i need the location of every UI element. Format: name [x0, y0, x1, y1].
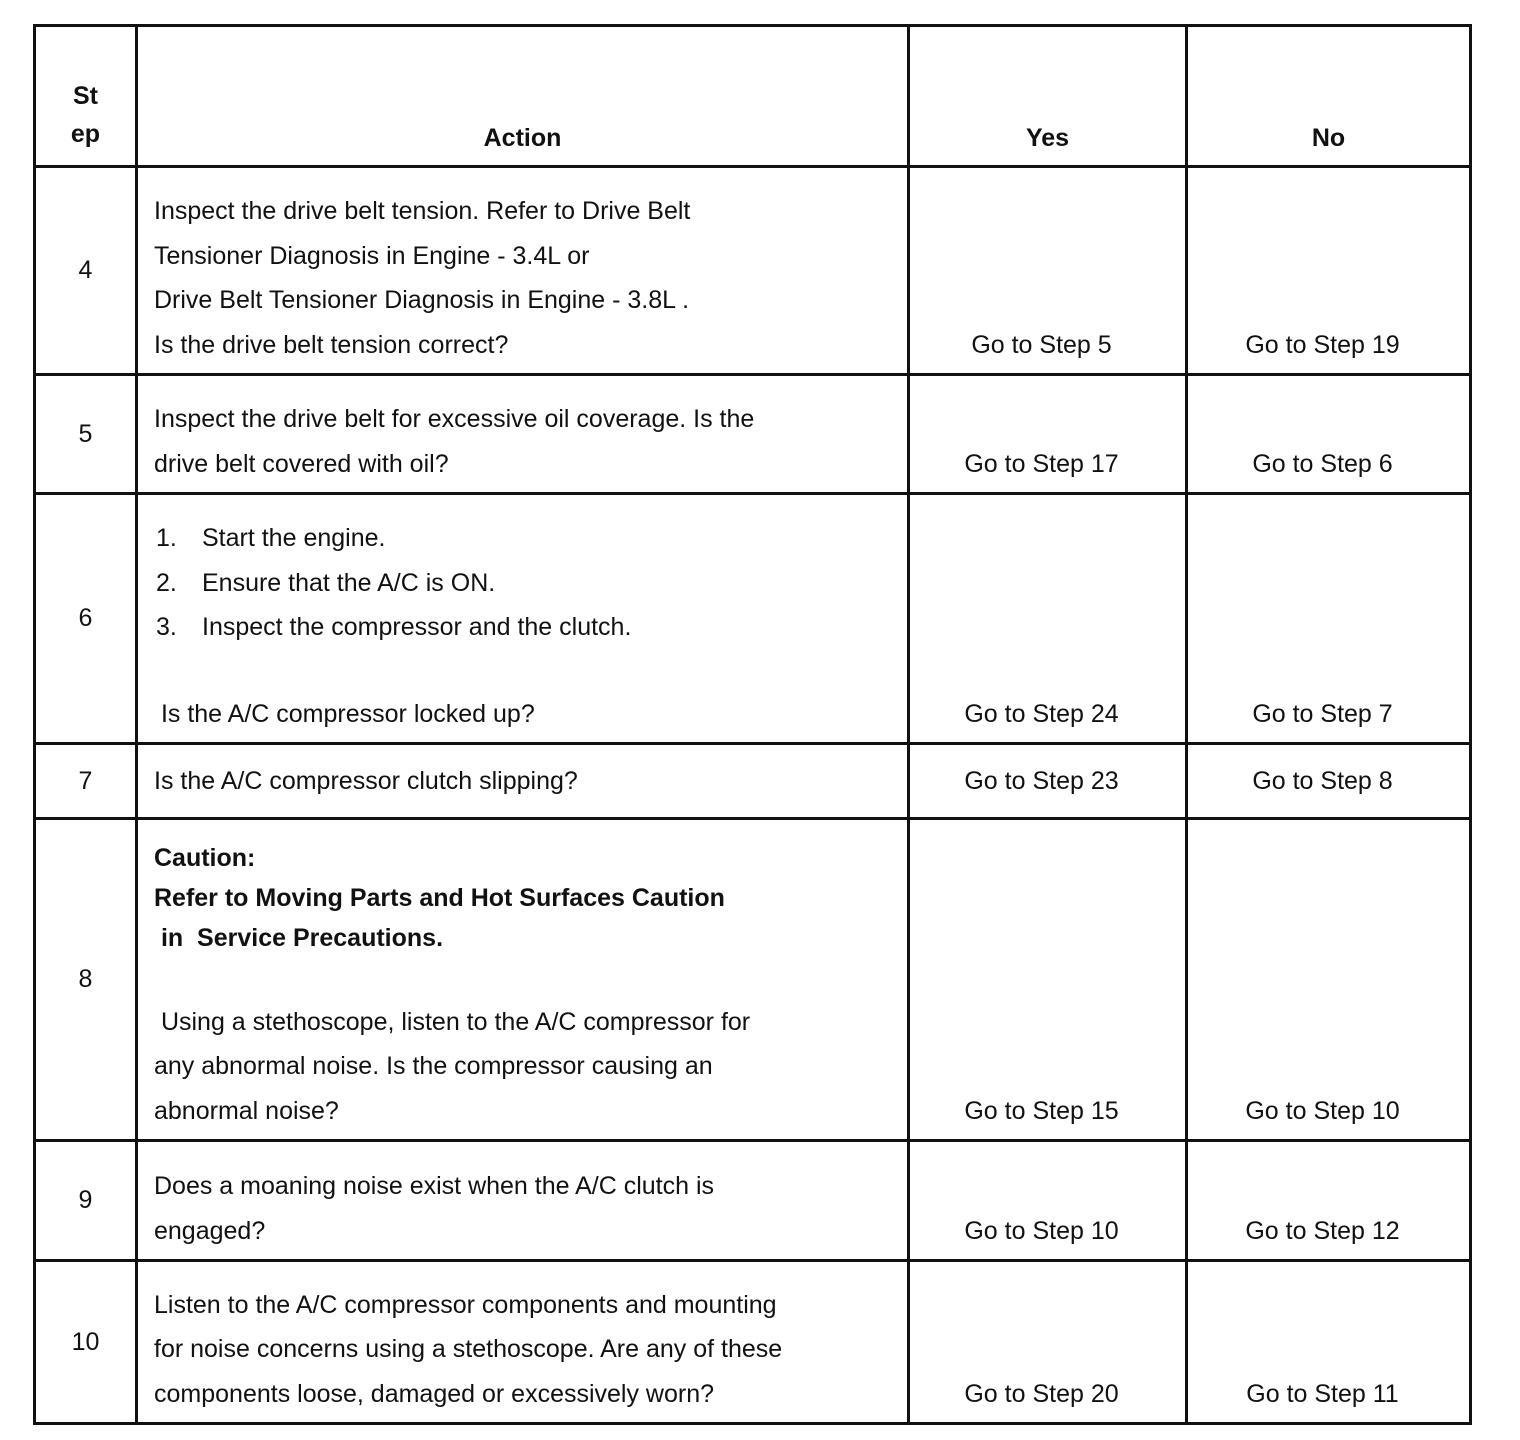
list-number: 3. [156, 613, 177, 641]
table-row [35, 1261, 1471, 1424]
action-cell [137, 744, 909, 819]
action-line: Listen to the A/C compressor components and mounting [154, 1290, 777, 1319]
action-line: engaged? [154, 1216, 266, 1245]
step-number: 7 [35, 744, 137, 819]
no-cell: Go to Step 12 [1187, 1141, 1471, 1261]
action-line: Is the drive belt tension correct? [154, 330, 509, 359]
list-text: Ensure that the A/C is ON. [202, 568, 496, 597]
action-cell [137, 1261, 909, 1424]
table-row [35, 819, 1471, 1141]
yes-cell: Go to Step 15 [909, 819, 1187, 1141]
table-row [35, 744, 1471, 819]
action-line: Inspect the drive belt tension. Refer to Drive Belt [154, 197, 691, 225]
table-row [35, 1141, 1471, 1261]
action-cell [137, 1141, 909, 1261]
action-line: Drive Belt Tensioner Diagnosis in Engine - 3.8L . [154, 286, 690, 314]
action-line: abnormal noise? [154, 1096, 339, 1125]
step-number: 4 [35, 167, 137, 375]
step-number: 9 [35, 1141, 137, 1261]
list-number: 2. [156, 568, 177, 597]
header-row [35, 26, 1471, 167]
table-row [35, 494, 1471, 744]
table-row [35, 167, 1471, 375]
action-line: components loose, damaged or excessively worn? [154, 1379, 715, 1408]
list-text: Inspect the compressor and the clutch. [202, 613, 632, 641]
yes-cell: Go to Step 24 [909, 494, 1187, 744]
list-item [154, 605, 867, 650]
yes-cell: Go to Step 20 [909, 1261, 1187, 1424]
list-item [154, 561, 867, 606]
list-item [154, 516, 867, 561]
action-line: drive belt covered with oil? [154, 449, 449, 478]
caution-line: Refer to Moving Parts and Hot Surfaces Caution [154, 883, 725, 912]
action-cell [137, 167, 909, 375]
step-number: 6 [35, 494, 137, 744]
header-step [35, 26, 137, 167]
step-number: 10 [35, 1261, 137, 1424]
no-cell: Go to Step 7 [1187, 494, 1471, 744]
header-step-text: St ep [70, 82, 101, 148]
action-line: Does a moaning noise exist when the A/C clutch is [154, 1172, 715, 1200]
action-cell [137, 494, 909, 744]
action-line: Is the A/C compressor clutch slipping? [154, 766, 578, 795]
spacer [154, 958, 867, 1000]
no-cell: Go to Step 19 [1187, 167, 1471, 375]
action-line: Using a stethoscope, listen to the A/C compressor for [154, 1007, 751, 1036]
spacer [154, 650, 867, 692]
step-number: 8 [35, 819, 137, 1141]
action-line: Tensioner Diagnosis in Engine - 3.4L or [154, 241, 590, 270]
step-number: 5 [35, 375, 137, 494]
diagnostic-table [33, 24, 1472, 1425]
yes-cell: Go to Step 23 [909, 744, 1187, 819]
no-cell: Go to Step 8 [1187, 744, 1471, 819]
table-row [35, 375, 1471, 494]
yes-cell: Go to Step 17 [909, 375, 1187, 494]
no-cell: Go to Step 10 [1187, 819, 1471, 1141]
question-line: Is the A/C compressor locked up? [154, 699, 535, 728]
header-no: No [1187, 26, 1471, 167]
action-line: any abnormal noise. Is the compressor causing an [154, 1052, 713, 1080]
yes-cell: Go to Step 10 [909, 1141, 1187, 1261]
header-yes: Yes [909, 26, 1187, 167]
action-line: for noise concerns using a stethoscope. Are any of these [154, 1335, 783, 1363]
no-cell: Go to Step 6 [1187, 375, 1471, 494]
header-action: Action [137, 26, 909, 167]
caution-label: Caution: [154, 843, 256, 872]
yes-cell: Go to Step 5 [909, 167, 1187, 375]
list-text: Start the engine. [202, 524, 386, 552]
caution-line: in Service Precautions. [154, 923, 444, 952]
action-cell [137, 375, 909, 494]
list-number: 1. [156, 524, 177, 552]
no-cell: Go to Step 11 [1187, 1261, 1471, 1424]
action-cell [137, 819, 909, 1141]
action-line: Inspect the drive belt for excessive oil coverage. Is the [154, 405, 755, 433]
